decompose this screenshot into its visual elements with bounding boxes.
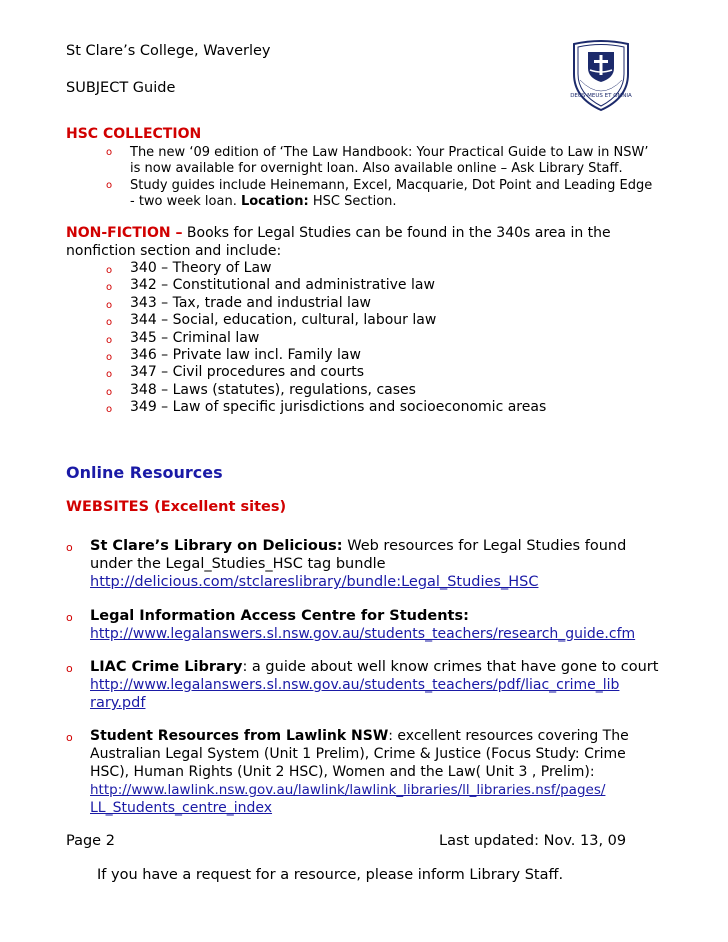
website-link[interactable]: http://www.legalanswers.sl.nsw.gov.au/students_teachers/research_guide.cfm (90, 626, 636, 642)
request-note: If you have a request for a resource, please inform Library Staff. (97, 867, 564, 883)
bullet-circle-icon: o (106, 369, 113, 381)
bullet-circle-icon: o (66, 541, 73, 554)
website-title: Student Resources from Lawlink NSW (90, 728, 389, 744)
list-item: Study guides include Heinemann, Excel, Macquarie, Dot Point and Leading Edge - two week loan. Location: HSC Section. (130, 178, 653, 209)
last-updated: Last updated: Nov. 13, 09 (439, 833, 627, 849)
list-item: o 349 – Law of specific jurisdictions and socioeconomic areas (110, 399, 546, 417)
bullet-circle-icon: o (106, 404, 113, 416)
website-link[interactable]: http://www.lawlink.nsw.gov.au/lawlink/lawlink_libraries/ll_libraries.nsf/pages/ (90, 782, 606, 798)
bullet-circle-icon: o (106, 317, 113, 329)
websites-heading: WEBSITES (Excellent sites) (66, 499, 287, 515)
online-resources-heading: Online Resources (66, 463, 223, 482)
bullet-circle-icon: o (106, 265, 113, 276)
bullet-circle-icon: o (106, 352, 113, 363)
website-link-continued[interactable]: rary.pdf (90, 695, 146, 711)
bullet-circle-icon: o (106, 180, 113, 191)
bullet-circle-icon: o (106, 386, 113, 398)
list-item: o 345 – Criminal law (110, 330, 259, 348)
hsc-collection-heading: HSC COLLECTION (66, 126, 202, 142)
list-item: o 343 – Tax, trade and industrial law (110, 295, 371, 313)
bullet-circle-icon: o (106, 334, 113, 346)
bullet-circle-icon: o (66, 611, 73, 624)
list-item: o 346 – Private law incl. Family law (110, 347, 361, 365)
nonfiction-label: NON-FICTION – (66, 225, 183, 241)
list-item: o 348 – Laws (statutes), regulations, cases (110, 382, 416, 400)
website-title: LIAC Crime Library (90, 659, 243, 675)
college-name: St Clare’s College, Waverley (66, 43, 271, 59)
nonfiction-intro: NON-FICTION – Books for Legal Studies can be found in the 340s area in the nonfiction section and include: (66, 225, 611, 259)
bullet-circle-icon: o (106, 147, 113, 158)
website-title: St Clare’s Library on Delicious: (90, 538, 343, 554)
list-item: The new ‘09 edition of ‘The Law Handbook: Your Practical Guide to Law in NSW’ is now available for overnight loan. Also available online – Ask Library Staff. (130, 145, 649, 176)
college-crest-icon (568, 40, 634, 112)
subject-guide-title: SUBJECT Guide (66, 80, 176, 96)
document-page: St Clare’s College, Waverley SUBJECT Guide DEUS MEUS ET OMNIA HSC COLLECTION o The new ‘09 edition of ‘The Law Handbook: Your Practical Guide to Law in NSW’ is now available for overnight loan. Also available online – Ask Library Staff. o Study guides include Heinemann, Excel, Macquarie, Dot Point and Leading Edge - two week loan. Location: HSC Section. NON-FICTION – Books for Legal Studies can be found in the 340s area in the nonfiction section and include: o 340 – Theory of Law o 342 – Constitutional and administrative law o 343 – Tax, trade and industrial law o 344 – Social, education, cultural, labour law o 345 – Criminal law o 346 – Private law incl. Family law o 347 – Civil procedures and courts o 348 – Laws (statutes), regulations, cases o 349 – Law of specific jurisdictions and socioeconomic areas Online Resources WEBSITES (Excellent sites) o St Clare’s Library on Delicious: Web resources for Legal Studies found under the Legal_Studies_HSC tag bundle http://delicious.com/stclareslibrary/bundle:Legal_Studies_HSC o Legal Information Access Centre for Students: http://www.legalanswers.sl.nsw.gov.au/students_teachers/research_guide.cfm o LIAC Crime Library: a guide about well know crimes that have gone to court http://www.legalanswers.sl.nsw.gov.au/students_teachers/pdf/liac_crime_lib rary.pdf o Student Resources from Lawlink NSW: excellent resources covering The Australian Legal System (Unit 1 Prelim), Crime & Justice (Focus Study: Crime HSC), Human Rights (Unit 2 HSC), Women and the Law( Unit 3 , Prelim): http://www.lawlink.nsw.gov.au/lawlink/lawlink_libraries/ll_libraries.nsf/pages/ LL_Students_centre_index Page 2 Last updated: Nov. 13, 09 If you have a request for a resource, please inform Library Staff. (0, 0, 728, 942)
page-number: Page 2 (66, 833, 115, 849)
website-link[interactable]: http://delicious.com/stclareslibrary/bundle:Legal_Studies_HSC (90, 574, 539, 590)
website-link[interactable]: http://www.legalanswers.sl.nsw.gov.au/students_teachers/pdf/liac_crime_lib (90, 677, 620, 693)
bullet-circle-icon: o (66, 662, 73, 675)
bullet-circle-icon: o (106, 282, 113, 294)
list-item: o 340 – Theory of Law (110, 260, 272, 278)
list-item: o 347 – Civil procedures and courts (110, 364, 364, 382)
crest-motto: DEUS MEUS ET OMNIA (570, 93, 632, 99)
website-link-continued[interactable]: LL_Students_centre_index (90, 800, 273, 816)
list-item: o 342 – Constitutional and administrative law (110, 277, 435, 295)
list-item: o 344 – Social, education, cultural, labour law (110, 312, 436, 330)
bullet-circle-icon: o (66, 731, 73, 744)
website-title: Legal Information Access Centre for Students: (90, 608, 469, 624)
bullet-circle-icon: o (106, 299, 113, 311)
